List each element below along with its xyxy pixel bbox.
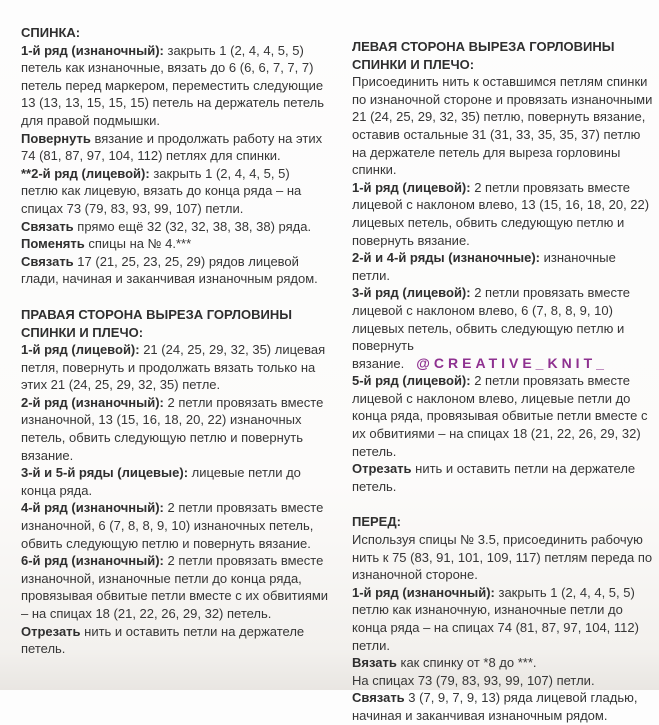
paragraph-lead: 6-й ряд (изнаночный): bbox=[21, 553, 164, 569]
paragraph-text: 2 петли провязать вместе изнаночной, изнаночные петли до конца ряда, провязывая обвитые петли вместе с их обвитиями – на спицах 18 (21, 22, 26, 29, 32) петель. bbox=[21, 553, 329, 621]
paragraph-lead: 3-й ряд (лицевой): bbox=[352, 285, 471, 301]
section-heading: СПИНКА: bbox=[21, 25, 81, 40]
pattern-paragraph bbox=[352, 460, 653, 495]
pattern-paragraph bbox=[352, 672, 653, 690]
paragraph-text: вязание и продолжать работу на этих 74 (81, 87, 97, 104, 112) петлях для спинки. bbox=[21, 130, 323, 164]
pattern-paragraph bbox=[21, 623, 330, 658]
pattern-paragraph bbox=[21, 499, 330, 552]
paragraph-lead: 2-й ряд (изнаночный): bbox=[21, 394, 164, 410]
pattern-paragraph bbox=[352, 284, 653, 372]
section-heading: ПРАВАЯ СТОРОНА ВЫРЕЗА ГОРЛОВИНЫ СПИНКИ И ПЛЕЧО: bbox=[21, 306, 292, 340]
section-left-neckline bbox=[352, 38, 653, 495]
paragraph-lead: 1-й ряд (изнаночный): bbox=[21, 42, 164, 58]
paragraph-text: 2 петли провязать вместе лицевой с наклоном влево, 6 (7, 8, 8, 9, 10) лицевых петель, обвить следующую петлю и повернуть вязание. bbox=[352, 285, 631, 371]
pattern-paragraph bbox=[21, 464, 330, 499]
paragraph-text: нить и оставить петли на держателе петель. bbox=[21, 623, 305, 657]
paragraph-text: лицевые петли до конца ряда. bbox=[21, 465, 301, 498]
paragraph-text: нить и оставить петли на держателе петель. bbox=[352, 461, 636, 494]
pattern-paragraph bbox=[352, 249, 653, 284]
paragraph-text: Присоединить нить к оставшимся петлям спинки по изнаночной стороне и провязать изнаночными 21 (24, 25, 29, 32, 35) петлю, повернуть вязание, оставив остальные 31 (31, 33, 35, 35, 37) петлю на держателе петель для выреза горловины спинки. bbox=[352, 74, 653, 178]
paragraph-text: прямо ещё 32 (32, 32, 38, 38, 38) ряда. bbox=[73, 218, 312, 234]
pattern-paragraph bbox=[21, 218, 330, 236]
paragraph-lead: 2-й и 4-й ряды (изнаночные): bbox=[352, 250, 540, 266]
pattern-paragraph bbox=[21, 253, 330, 288]
paragraph-lead: 1-й ряд (изнаночный): bbox=[352, 584, 495, 600]
pattern-paragraph bbox=[21, 552, 330, 622]
pattern-paragraph bbox=[352, 654, 653, 672]
paragraph-text: Используя спицы № 3.5, присоединить рабочую нить к 75 (83, 91, 101, 109, 117) петлям переда по изнаночной стороне. bbox=[352, 532, 653, 583]
pattern-paragraph bbox=[352, 179, 653, 249]
pattern-paragraph bbox=[352, 689, 653, 724]
paragraph-text: На спицах 73 (79, 83, 93, 99, 107) петли. bbox=[352, 672, 595, 688]
paragraph-lead: 1-й ряд (лицевой): bbox=[352, 179, 471, 195]
pattern-paragraph bbox=[352, 531, 653, 584]
pattern-paragraph bbox=[21, 42, 330, 130]
left-column bbox=[21, 24, 330, 658]
paragraph-lead: Отрезать bbox=[21, 623, 81, 639]
paragraph-text: 2 петли провязать вместе изнаночной, 6 (7, 8, 8, 9, 10) изнаночных петель, обвить следующую петлю и повернуть вязание. bbox=[21, 500, 324, 551]
pattern-paragraph bbox=[21, 235, 330, 253]
paragraph-text: 17 (21, 25, 23, 25, 29) рядов лицевой глади, начиная и заканчивая изнаночным рядом. bbox=[21, 253, 318, 287]
pattern-paragraph bbox=[21, 341, 330, 394]
paragraph-text: изнаночные петли. bbox=[352, 250, 616, 283]
section-front bbox=[352, 513, 653, 724]
paragraph-lead: Связать bbox=[21, 253, 74, 269]
paragraph-lead: 5-й ряд (лицевой): bbox=[352, 373, 471, 389]
paragraph-text: 2 петли провязать вместе лицевой с наклоном влево, 13 (15, 16, 18, 20, 22) лицевых петель, обвить следующую петлю и повернуть вязание. bbox=[352, 179, 650, 248]
paragraph-lead: Связать bbox=[21, 218, 74, 234]
paragraph-lead: Отрезать bbox=[352, 461, 412, 477]
paragraph-lead: **2-й ряд (лицевой): bbox=[21, 165, 150, 181]
paragraph-text: закрыть 1 (2, 4, 4, 5, 5) петель как изнаночные, вязать до 6 (6, 6, 7, 7, 7) петель перед маркером, переместить следующие 13 (13, 13, 15, 15, 15) петель на держатель петель для правой подмышки. bbox=[21, 42, 325, 128]
paragraph-lead: Вязать bbox=[352, 655, 397, 671]
watermark-handle: @CREATIVE_KNIT_ bbox=[416, 354, 608, 371]
pattern-paragraph bbox=[21, 394, 330, 464]
paragraph-text: закрыть 1 (2, 4, 4, 5, 5) петлю как лицевую, вязать до конца ряда – на спицах 73 (79, 83, 93, 99, 107) петли. bbox=[21, 165, 302, 216]
section-heading: ПЕРЕД: bbox=[352, 514, 401, 530]
paragraph-text: как спинку от *8 до ***. bbox=[396, 655, 537, 671]
paragraph-lead: 1-й ряд (лицевой): bbox=[21, 342, 140, 358]
paragraph-text: закрыть 1 (2, 4, 4, 5, 5) петлю как изнаночную, изнаночные петли до конца ряда – на спицах 74 (81, 87, 97, 104, 112) петли. bbox=[352, 584, 639, 653]
pattern-paragraph bbox=[21, 130, 330, 165]
right-column bbox=[352, 38, 653, 725]
section-back bbox=[21, 24, 330, 288]
paragraph-lead: Повернуть bbox=[21, 130, 91, 146]
pattern-paragraph bbox=[21, 165, 330, 218]
paragraph-text: спицы на № 4.*** bbox=[84, 236, 192, 252]
section-right-neckline bbox=[21, 306, 330, 658]
pattern-paragraph bbox=[352, 73, 653, 179]
paragraph-text: 2 петли провязать вместе лицевой с наклоном влево, лицевые петли до конца ряда, провязывая обвитые петли вместе с их обвитиями – на спицах 18 (21, 22, 26, 29, 32) петель. bbox=[352, 373, 648, 459]
paragraph-lead: Поменять bbox=[21, 236, 85, 252]
paragraph-lead: 4-й ряд (изнаночный): bbox=[21, 500, 164, 516]
pattern-paragraph bbox=[352, 372, 653, 460]
section-heading: ЛЕВАЯ СТОРОНА ВЫРЕЗА ГОРЛОВИНЫ СПИНКИ И ПЛЕЧО: bbox=[352, 39, 615, 72]
pattern-paragraph bbox=[352, 584, 653, 654]
paragraph-text: 2 петли провязать вместе изнаночной, 13 (15, 16, 18, 20, 22) изнаночных петель, обвить следующую петлю и повернуть вязание. bbox=[21, 394, 324, 463]
paragraph-lead: 3-й и 5-й ряды (лицевые): bbox=[21, 465, 189, 481]
paragraph-text: 21 (24, 25, 29, 32, 35) лицевая петля, повернуть и продолжать вязать только на этих 21 (24, 25, 29, 32, 35) петле. bbox=[21, 342, 326, 393]
paragraph-text: 3 (7, 9, 7, 9, 13) ряда лицевой гладью, начиная и заканчивая изнаночным рядом. bbox=[352, 690, 638, 723]
paragraph-lead: Связать bbox=[352, 690, 405, 706]
